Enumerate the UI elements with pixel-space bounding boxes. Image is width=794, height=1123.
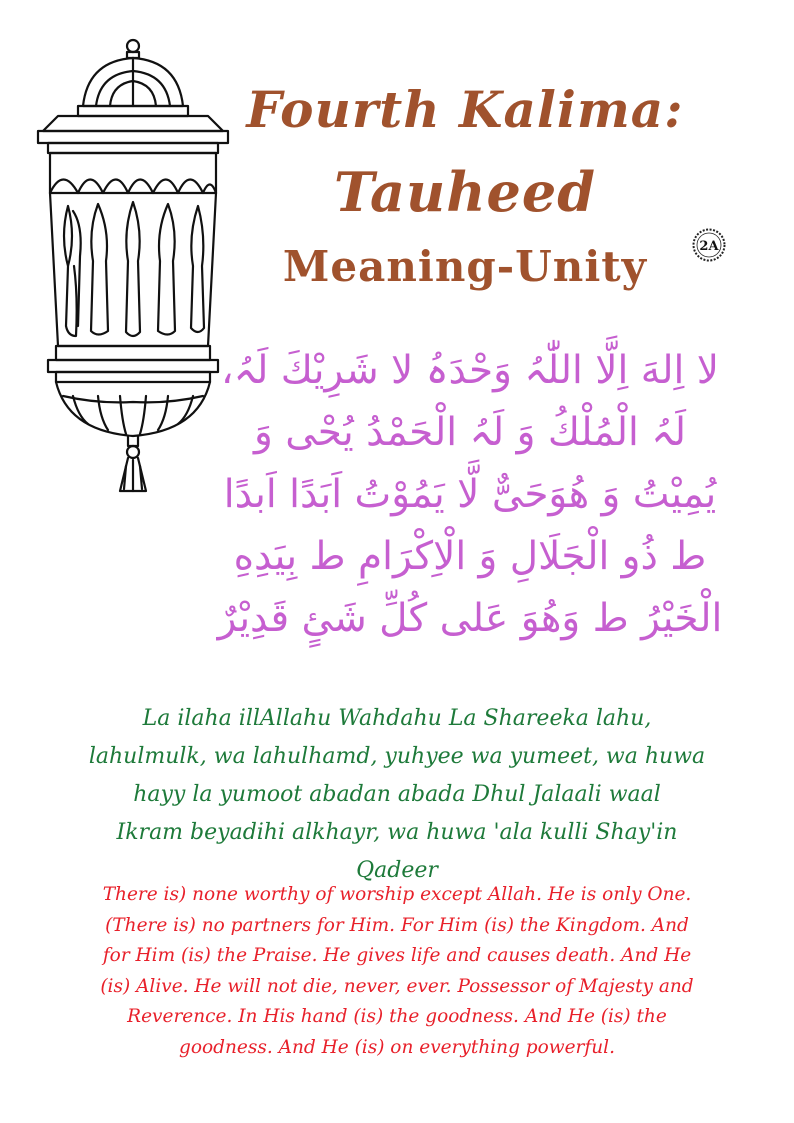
arabic-line: يُمِيْتُ وَ هُوَحَىٌّ لَّا يَمُوْتُ اَبَدًا اَبدًا — [223, 472, 717, 517]
arabic-line: لَہُ الْمُلْكُ وَ لَہُ الْحَمْدُ يُحْى وَ — [253, 410, 686, 455]
meaning-heading: Meaning-Unity — [282, 242, 648, 291]
translation-line: (There is) no partners for Him. For Him (is) the Kingdom. And — [105, 914, 689, 936]
logo-text: 2A — [699, 239, 719, 254]
translation-text — [40, 880, 754, 1063]
arabic-line: الْخَيْرُ ط وَهُوَ عَلى كُلِّ شَئٍ قَدِيْرٌ — [217, 596, 723, 641]
transliteration-line: Ikram beyadihi alkhayr, wa huwa 'ala kulli Shay'in — [116, 820, 678, 845]
translation-line: goodness. And He (is) on everything powerful. — [179, 1036, 615, 1058]
page-title: Fourth Kalima: — [246, 80, 684, 139]
translation-line: for Him (is) the Praise. He gives life and causes death. And He — [102, 945, 692, 966]
badge-icon — [692, 228, 726, 262]
transliteration-line: hayy la yumoot abadan abada Dhul Jalaali waal — [133, 782, 661, 807]
arabic-line: ط ذُو الْجَلَالِ وَ الْاِكْرَامِ ط بِيَدِهِ — [233, 534, 707, 579]
page-subtitle: Tauheed — [334, 160, 596, 224]
translation-line: (is) Alive. He will not die, never, ever. Possessor of Majesty and — [100, 975, 694, 997]
arabic-line: لا اِلهَ اِلَّا اللّٰہُ وَحْدَہُ لا شَرِيْكَ لَہُ، — [221, 348, 719, 393]
transliteration-text — [40, 700, 754, 890]
transliteration-line: lahulmulk, wa lahulhamd, yuhyee wa yumeet, wa huwa — [88, 744, 706, 769]
translation-line: There is) none worthy of worship except Allah. He is only One. — [102, 884, 692, 905]
transliteration-line: La ilaha illAllahu Wahdahu La Shareeka lahu, — [142, 706, 652, 731]
translation-line: Reverence. In His hand (is) the goodness. And He (is) the — [127, 1006, 667, 1027]
transliteration-line: Qadeer — [356, 858, 438, 883]
arabic-text — [175, 340, 765, 650]
